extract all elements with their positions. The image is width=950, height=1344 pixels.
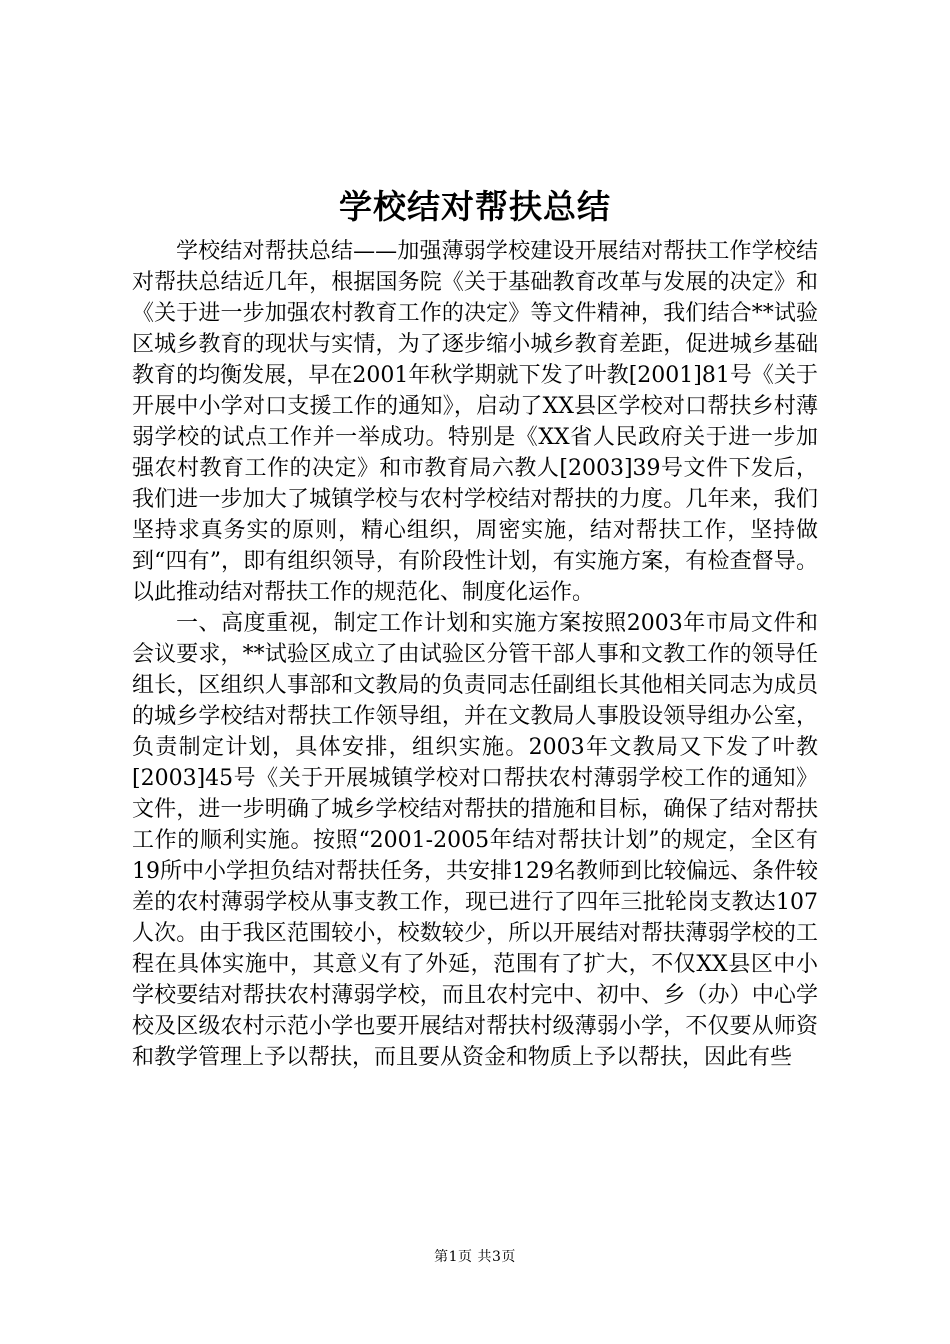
page-footer: 第1页 共3页	[434, 1249, 516, 1265]
document-body	[132, 236, 818, 1073]
body-paragraph-intro: 学校结对帮扶总结——加强薄弱学校建设开展结对帮扶工作学校结对帮扶总结近几年，根据国务院《关于基础教育改革与发展的决定》和《关于进一步加强农村教育工作的决定》等文件精神，我们结合**试验区城乡教育的现状与实情，为了逐步缩小城乡教育差距，促进城乡基础教育的均衡发展，早在2001年秋学期就下发了叶教[2001]81号《关于开展中小学对口支援工作的通知》，启动了XX县区学校对口帮扶乡村薄弱学校的试点工作并一举成功。特别是《XX省人民政府关于进一步加强农村教育工作的决定》和市教育局六教人[2003]39号文件下发后，我们进一步加大了城镇学校与农村学校结对帮扶的力度。几年来，我们坚持求真务实的原则，精心组织，周密实施，结对帮扶工作，坚持做到“四有”，即有组织领导，有阶段性计划，有实施方案，有检查督导。以此推动结对帮扶工作的规范化、制度化运作。	[132, 239, 818, 605]
body-paragraph-section-one: 一、高度重视，制定工作计划和实施方案按照2003年市局文件和会议要求，**试验区成立了由试验区分管干部人事和文教工作的领导任组长，区组织人事部和文教局的负责同志任副组长其他相关同志为成员的城乡学校结对帮扶工作领导组，并在文教局人事股设领导组办公室，负责制定计划，具体安排，组织实施。2003年文教局又下发了叶教[2003]45号《关于开展城镇学校对口帮扶农村薄弱学校工作的通知》文件，进一步明确了城乡学校结对帮扶的措施和目标，确保了结对帮扶工作的顺利实施。按照“2001-2005年结对帮扶计划”的规定，全区有19所中小学担负结对帮扶任务，共安排129名教师到比较偏远、条件较差的农村薄弱学校从事支教工作，现已进行了四年三批轮岗支教达107人次。由于我区范围较小，校数较少，所以开展结对帮扶薄弱学校的工程在具体实施中，其意义有了外延，范围有了扩大，不仅XX县区中小学校要结对帮扶农村薄弱学校，而且农村完中、初中、乡（办）中心学校及区级农村示范小学也要开展结对帮扶村级薄弱小学，不仅要从师资和教学管理上予以帮扶，而且要从资金和物质上予以帮扶，因此有些	[132, 611, 818, 1070]
document-title: 学校结对帮扶总结	[339, 187, 611, 226]
